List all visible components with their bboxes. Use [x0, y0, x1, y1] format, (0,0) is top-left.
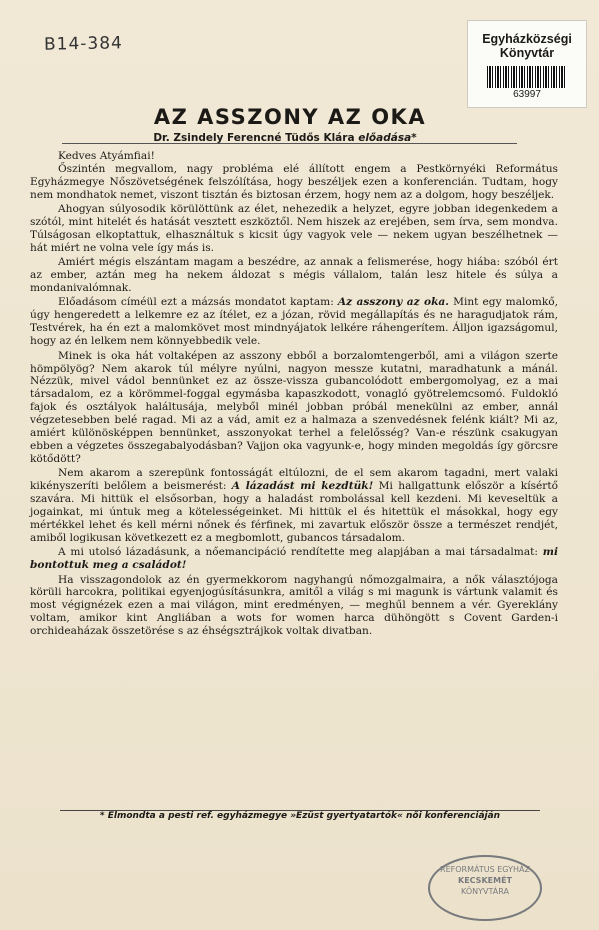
title-rule: [62, 143, 517, 144]
emphasis-text: Az asszony az oka.: [337, 296, 449, 309]
library-label-line2: Könyvtár: [499, 46, 555, 60]
barcode-icon: [487, 66, 567, 88]
paragraph-text: Mi hallgattunk először a kísértő szavára. Mi hittük el elsősorban, hogy a haladást rombolással kell kezdeni. Mi keveseltük a jogainkat, mi úntuk meg a kötelességeinket. Mi hittük el és hitettük el másokkal, hogy egy mértékkel lehet és kell mérni nőnek és férfinek, mi zavartuk először össze a természet rendjét, amiből logikusan következett ez a megbomlott, gubancos társadalom.: [30, 480, 558, 544]
paragraph: Őszintén megvallom, nagy probléma elé állított engem a Pestkörnyéki Református Egyházmegye Nőszövetségének felszólítása, hogy beszéljek ezen a konferencián. Tudtam, hogy nem mondhatok nemet, viszont tisztán és biztosan érzem, hogy nem az a dolgom, hogy beszéljek.: [30, 162, 558, 201]
library-label-number: 63997: [513, 89, 541, 100]
emphasis-text: A lázadást mi kezdtük!: [231, 480, 374, 493]
stamp-line2: KECSKEMÉT: [458, 876, 512, 885]
paragraph: [30, 546, 558, 572]
library-label: [467, 20, 587, 108]
library-label-line1: Egyházközségi: [482, 32, 572, 46]
article-body: [30, 150, 558, 640]
stamp-line3: KÖNYVTÁRA: [461, 887, 509, 896]
handwritten-shelfmark: B14-384: [43, 33, 124, 55]
stamp-line1: REFORMÁTUS EGYHÁZ: [440, 865, 530, 874]
footnote: * Elmondta a pesti ref. egyházmegye »Ezüst gyertyatartók« női konferenciáján: [99, 811, 501, 821]
paragraph-text: A mi utolsó lázadásunk, a nőemancipáció rendítette meg alapjában a mai társadalmat:: [58, 546, 543, 559]
paragraph-text: Előadásom címéül ezt a mázsás mondatot kaptam:: [58, 296, 338, 309]
subtitle-suffix: előadása*: [358, 132, 417, 144]
paragraph-text: Nem akarom a szerepünk fontosságát eltúlozni, de el sem akarom tagadni, mert valaki kikényszeríti belőlem a beismerést:: [30, 467, 558, 493]
paragraph: Ha visszagondolok az én gyermekkorom nagyhangú nőmozgalmaira, a nők választójoga körüli harcokra, politikai egyenjogúsításunkra, amitől a világ s mi magunk is vártunk valamit és most végignézek ezen a mai világon, mint eredményen, — meghűl bennem a vér. Gyereklány voltam, amikor kint Angliában a wots for women harca dühöngött s Covent Garden-i orchideaházak összetörése s az éhségsztrájkok voltak divatban.: [30, 573, 558, 638]
paragraph: [30, 467, 558, 544]
document-title: AZ ASSZONY AZ OKA: [153, 105, 427, 129]
emphasis-text: mi bontottuk meg a családot!: [30, 546, 558, 572]
paragraph-greeting: Kedves Atyámfiai!: [58, 150, 155, 162]
library-stamp: [428, 855, 542, 921]
paragraph: Amiért mégis elszántam magam a beszédre, az annak a felismerése, hogy hiába: szóból ért az ember, aztán meg ha nekem áldozat s mégis vállalom, talán lesz hitele és súlya a mondanivalómnak.: [30, 256, 558, 295]
paragraph-text: Mint egy malomkő, úgy hengeredett a lelkemre ez az ítélet, ez a józan, rövid megállapítás és ne haragudjatok rám, Testvérek, ha én ezt a malomkövet most mindnyájatok lelkére ráhengerítem. Álljon igazságomul, hogy az én lelkem nem könnyebbedik vele.: [30, 296, 559, 348]
paragraph: Ahogyan súlyosodik körülöttünk az élet, nehezedik a helyzet, egyre jobban idegenkedem a szótól, mint hitelét és hatását vesztett eszköztől. Nem hiszek az erejében, sem írva, sem mondva. Túlságosan elkoptattuk, elhasználtuk s kicsit úgy vagyok vele — nekem ugyan beszélhetnek — hát miért ne volna vele így más is.: [30, 203, 558, 254]
author-name: Dr. Zsindely Ferencné Tüdős Klára: [153, 132, 355, 144]
paragraph: Minek is oka hát voltaképen az asszony ebből a borzalomtengerből, ami a világon szerte hömpölyög? Nem akarok túl mélyre nyúlni, nagyon messze kutatni, maradhatunk a mánál. Nézzük, mivel vádol bennünket ez az össze-vissza gubancolódott embergomolyag, ez a mai társadalom, ez a körömmel-foggal egymásba kapaszkodott, vonagló gyötrelemcsomó. Fuldokló fajok és osztályok haláltusája, melyből minél jobban próbál menekülni az ember, annál végzetesebben belé ragad. Mi az a vád, amit ez a halmaza a szenvedésnek felénk kiált? Mi az, amiért különösképpen bennünket, asszonyokat terhel a felelősség? Van-e részünk csakugyan ebben a végzetes összegabalyodásban? Vajjon oka vagyunk-e, hogy minden megoldás így görcsre kötődött?: [30, 349, 558, 465]
paragraph: [30, 296, 558, 348]
